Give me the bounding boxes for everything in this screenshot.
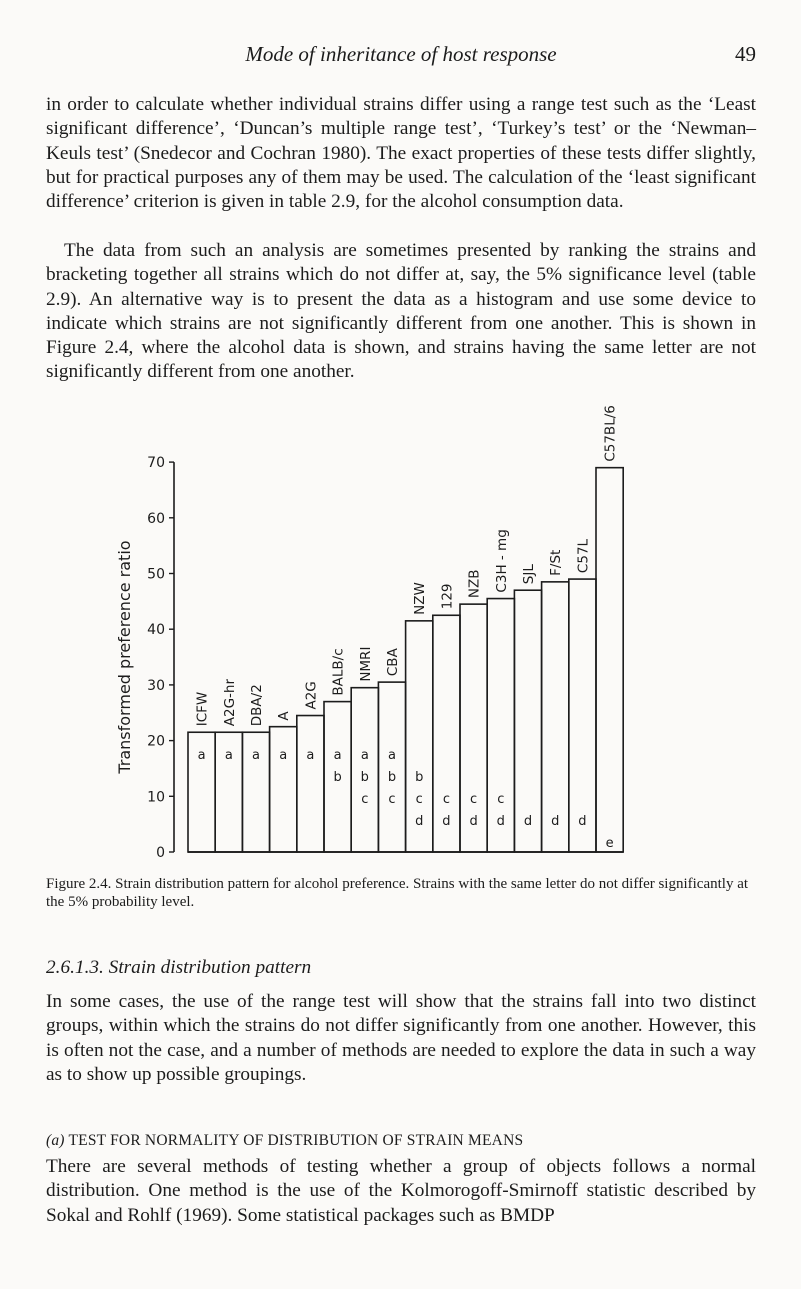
group-letter: d — [442, 814, 451, 830]
group-letter: b — [360, 770, 369, 786]
running-title: Mode of inheritance of host response — [245, 42, 557, 66]
group-letter: d — [496, 814, 505, 830]
group-letter: d — [578, 814, 587, 830]
group-letter: a — [388, 748, 396, 764]
y-tick-label: 10 — [147, 789, 165, 806]
bar — [569, 579, 596, 852]
y-tick-label: 60 — [147, 510, 165, 527]
section-number: 2.6.1.3. — [46, 957, 104, 978]
alcohol-preference-histogram — [46, 400, 646, 860]
group-letter: c — [388, 792, 396, 808]
subsection-heading — [46, 1132, 523, 1150]
group-letter: b — [387, 770, 397, 786]
section-title: Strain distribution pattern — [108, 957, 312, 978]
section-heading — [46, 957, 311, 979]
strain-label: SJL — [521, 564, 537, 585]
group-letter: d — [415, 814, 424, 830]
paragraph-2: The data from such an analysis are sometimes presented by ranking the strains and bracketing together all strains which do not differ at, say, the 5% significance level (table 2.9). An alternative way is to present the data as a histogram and use some device to indicate which strains are not significantly different from one another. This is shown in Figure 2.4, where the alcohol data is shown, and strains having the same letter are not significantly different from one another. — [46, 240, 756, 383]
group-letter: b — [333, 770, 342, 786]
group-letter: a — [279, 748, 288, 764]
strain-label: A2G-hr — [221, 678, 238, 727]
group-letter: a — [306, 748, 315, 764]
group-letter: a — [197, 748, 206, 764]
strain-label: A2G — [303, 681, 320, 710]
paragraph-4: There are several methods of testing whether a group of objects follows a normal distribution. One method is the use of the Kolmorogoff-Smirnoff statistic described by Sokal and Rohlf (1969). Some statistical packages such as BMDP — [46, 1156, 756, 1226]
bar — [514, 590, 541, 852]
y-tick-label: 20 — [147, 733, 165, 750]
group-letter: c — [497, 792, 505, 808]
figure-caption: Figure 2.4. Strain distribution pattern for alcohol preference. Strains with the same letter do not differ significantly at the 5% probability level. — [46, 876, 749, 910]
group-letter: c — [470, 792, 478, 808]
group-letter: a — [360, 748, 369, 764]
subsection-title: TEST FOR NORMALITY OF DISTRIBUTION OF STRAIN MEANS — [68, 1132, 524, 1149]
group-letter: a — [224, 748, 233, 764]
group-letter: c — [415, 792, 423, 808]
strain-label: CBA — [385, 648, 401, 677]
group-letter: d — [523, 814, 533, 830]
strain-label: C3H - mg — [493, 529, 510, 593]
strain-label: A — [276, 711, 293, 721]
y-tick-label: 40 — [147, 622, 165, 639]
page-header — [46, 42, 756, 70]
paragraph-3: In some cases, the use of the range test will show that the strains fall into two distinct groups, within which the strains do not differ significantly from one another. However, this is often not the case, and a number of methods are needed to explore the data in such a way as to show up possible groupings. — [46, 991, 756, 1085]
strain-label: C57L — [575, 538, 592, 574]
group-letter: b — [415, 770, 424, 786]
page-number: 49 — [735, 42, 756, 66]
y-axis-title: Transformed preference ratio — [115, 540, 134, 774]
strain-label: NMRI — [357, 646, 374, 682]
bar — [297, 716, 324, 852]
group-letter: c — [361, 792, 369, 808]
group-letter: c — [442, 792, 450, 808]
strain-label: NZB — [466, 569, 483, 599]
strain-label: F/St — [548, 549, 565, 576]
bar — [270, 727, 297, 852]
subsection-tag: (a) — [46, 1132, 65, 1149]
y-tick-label: 0 — [156, 845, 165, 860]
strain-label: BALB/c — [330, 648, 347, 696]
bar — [596, 468, 623, 852]
bar — [378, 682, 405, 852]
group-letter: d — [551, 814, 560, 830]
strain-label: ICFW — [194, 691, 211, 727]
strain-label: DBA/2 — [249, 684, 265, 727]
group-letter: e — [605, 836, 614, 852]
strain-label: NZW — [412, 582, 429, 615]
bar — [542, 582, 569, 852]
y-tick-label: 30 — [147, 677, 165, 694]
y-tick-label: 70 — [147, 455, 165, 472]
paragraph-1: in order to calculate whether individual strains differ using a range test such as the ‘Least significant difference’, ‘Duncan’s multiple range test’, ‘Turkey’s test’ or the ‘Newman–Keuls test’ (Snedecor and Cochran 1980). The exact properties of these tests differ slightly, but for practical purposes any of them may be used. The calculation of the ‘least significant difference’ criterion is given in table 2.9, for the alcohol consumption data. — [46, 94, 756, 213]
y-tick-label: 50 — [147, 566, 165, 583]
group-letter: a — [252, 748, 260, 764]
strain-label: C57BL/6 — [602, 405, 619, 462]
group-letter: d — [469, 814, 478, 830]
strain-label: 129 — [439, 583, 456, 610]
group-letter: a — [333, 748, 342, 764]
